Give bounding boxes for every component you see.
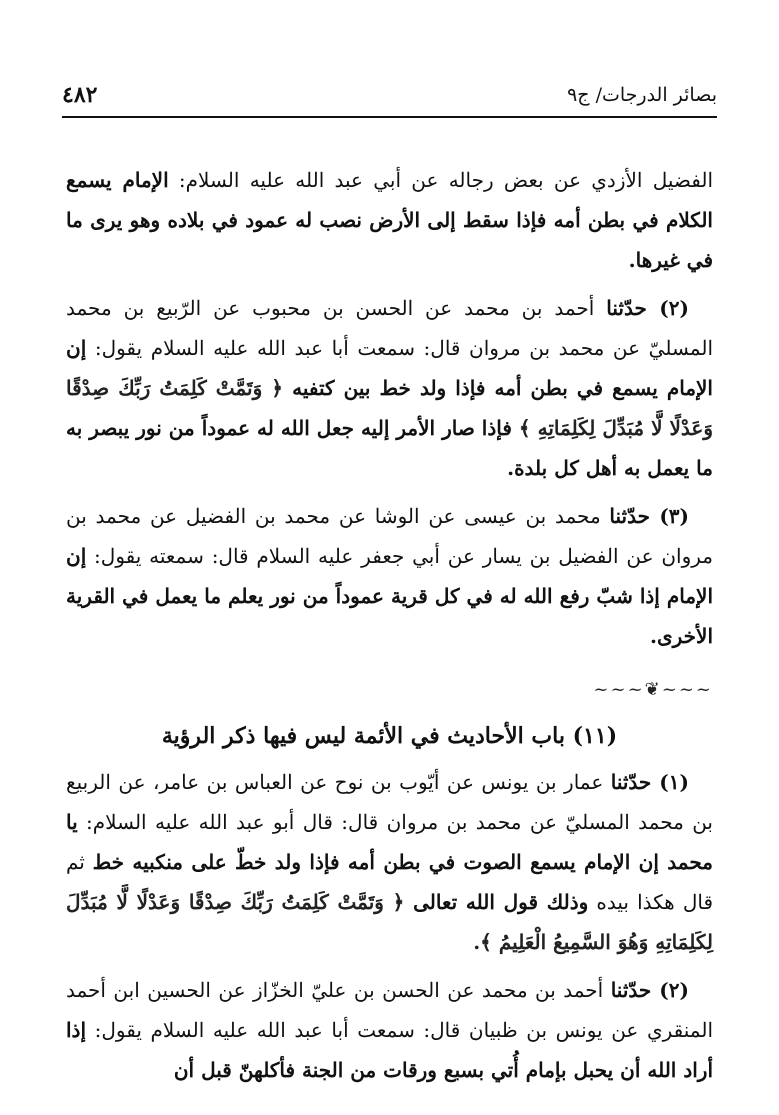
intro-bold: الإمام يسمع الكلام في بطن أمه فإذا سقط إلى الأرض نصب له عمود في بلاده وهو يرى ما في غيرها. [66, 168, 713, 272]
header-rule [62, 116, 717, 118]
hadith-3-lead: محمد بن عيسى عن الوشا عن محمد بن الفضيل عن محمد بن مروان عن الفضيل بن يسار عن أبي جعفر عليه السلام قال: سمعته يقول: [66, 504, 713, 568]
chapter-hadith-1-quran: ﴿ وَتَمَّتْ كَلِمَتُ رَبِّكَ صِدْقًا وَعَدْلًا لَّا مُبَدِّلَ لِكَلِمَاتِهِ وَهُوَ السَّمِيعُ الْعَلِيمُ ﴾. [66, 890, 713, 954]
hadith-3-bold: إن الإمام إذا شبّ رفع الله له في كل قرية عموداً من نور يعلم ما يعمل في القرية الأخرى. [66, 544, 713, 648]
chapter-hadith-1-plain: ثم قال هكذا بيده [66, 850, 714, 914]
chapter-hadith-1-lead: عمار بن يونس عن أيّوب بن نوح عن العباس بن عامر، عن الربيع بن محمد المسليّ عن محمد بن مروان قال: قال أبو عبد الله عليه السلام: [66, 770, 713, 834]
hadith-2-bold-2: فإذا صار الأمر إليه جعل الله له عموداً من نور يبصر به ما يعمل به أهل كل بلدة. [66, 416, 713, 480]
hadith-2-quran: ﴿ وَتَمَّتْ كَلِمَتُ رَبِّكَ صِدْقًا وَعَدْلًا لَّا مُبَدِّلَ لِكَلِمَاتِهِ ﴾ [66, 376, 713, 440]
page-header [62, 78, 717, 118]
chapter-heading: (١١) باب الأحاديث في الأئمة ليس فيها ذكر الرؤية [161, 723, 618, 749]
hadith-2-bold-1: إن الإمام يسمع في بطن أمه فإذا ولد خط بين كتفيه [66, 336, 713, 400]
running-title: بصائر الدرجات/ ج٩ [567, 84, 717, 106]
section-ornament: ~~~❦~~~ [593, 679, 713, 700]
chapter-hadith-2-lead: أحمد بن محمد عن الحسن بن عليّ الخزّاز عن الحسين ابن أحمد المنقري عن يونس بن ظبيان قال: سمعت أبا عبد الله عليه السلام يقول: [66, 978, 713, 1042]
chapter-hadith-1-bold-2: وذلك قول الله تعالى [404, 890, 589, 914]
page-number: ٤٨٢ [62, 82, 98, 108]
chapter-hadith-2-number: (٢) حدّثنا [610, 978, 689, 1002]
page-body [66, 160, 713, 1098]
hadith-2-lead: أحمد بن محمد عن الحسن بن محبوب عن الرّبيع بن محمد المسليّ عن محمد بن مروان قال: سمعت أبا عبد الله عليه السلام يقول: [66, 296, 713, 360]
hadith-3 [66, 496, 713, 656]
paragraph-intro [66, 160, 713, 280]
chapter-hadith-1 [66, 762, 713, 962]
chapter-hadith-1-bold-1: يا محمد إن الإمام يسمع الصوت في بطن أمه فإذا ولد خطّ على منكبيه خط [66, 810, 713, 874]
hadith-3-number: (٣) حدّثنا [609, 504, 690, 528]
hadith-2-number: (٢) حدّثنا [606, 296, 689, 320]
chapter-hadith-2 [66, 970, 713, 1090]
hadith-2 [66, 288, 713, 488]
chapter-hadith-2-bold: إذا أراد الله أن يحبل بإمام أُتي بسبع ورقات من الجنة فأكلهنّ قبل أن [66, 1018, 713, 1082]
intro-lead: الفضيل الأزدي عن بعض رجاله عن أبي عبد الله عليه السلام: [168, 168, 714, 192]
chapter-hadith-1-number: (١) حدّثنا [610, 770, 689, 794]
